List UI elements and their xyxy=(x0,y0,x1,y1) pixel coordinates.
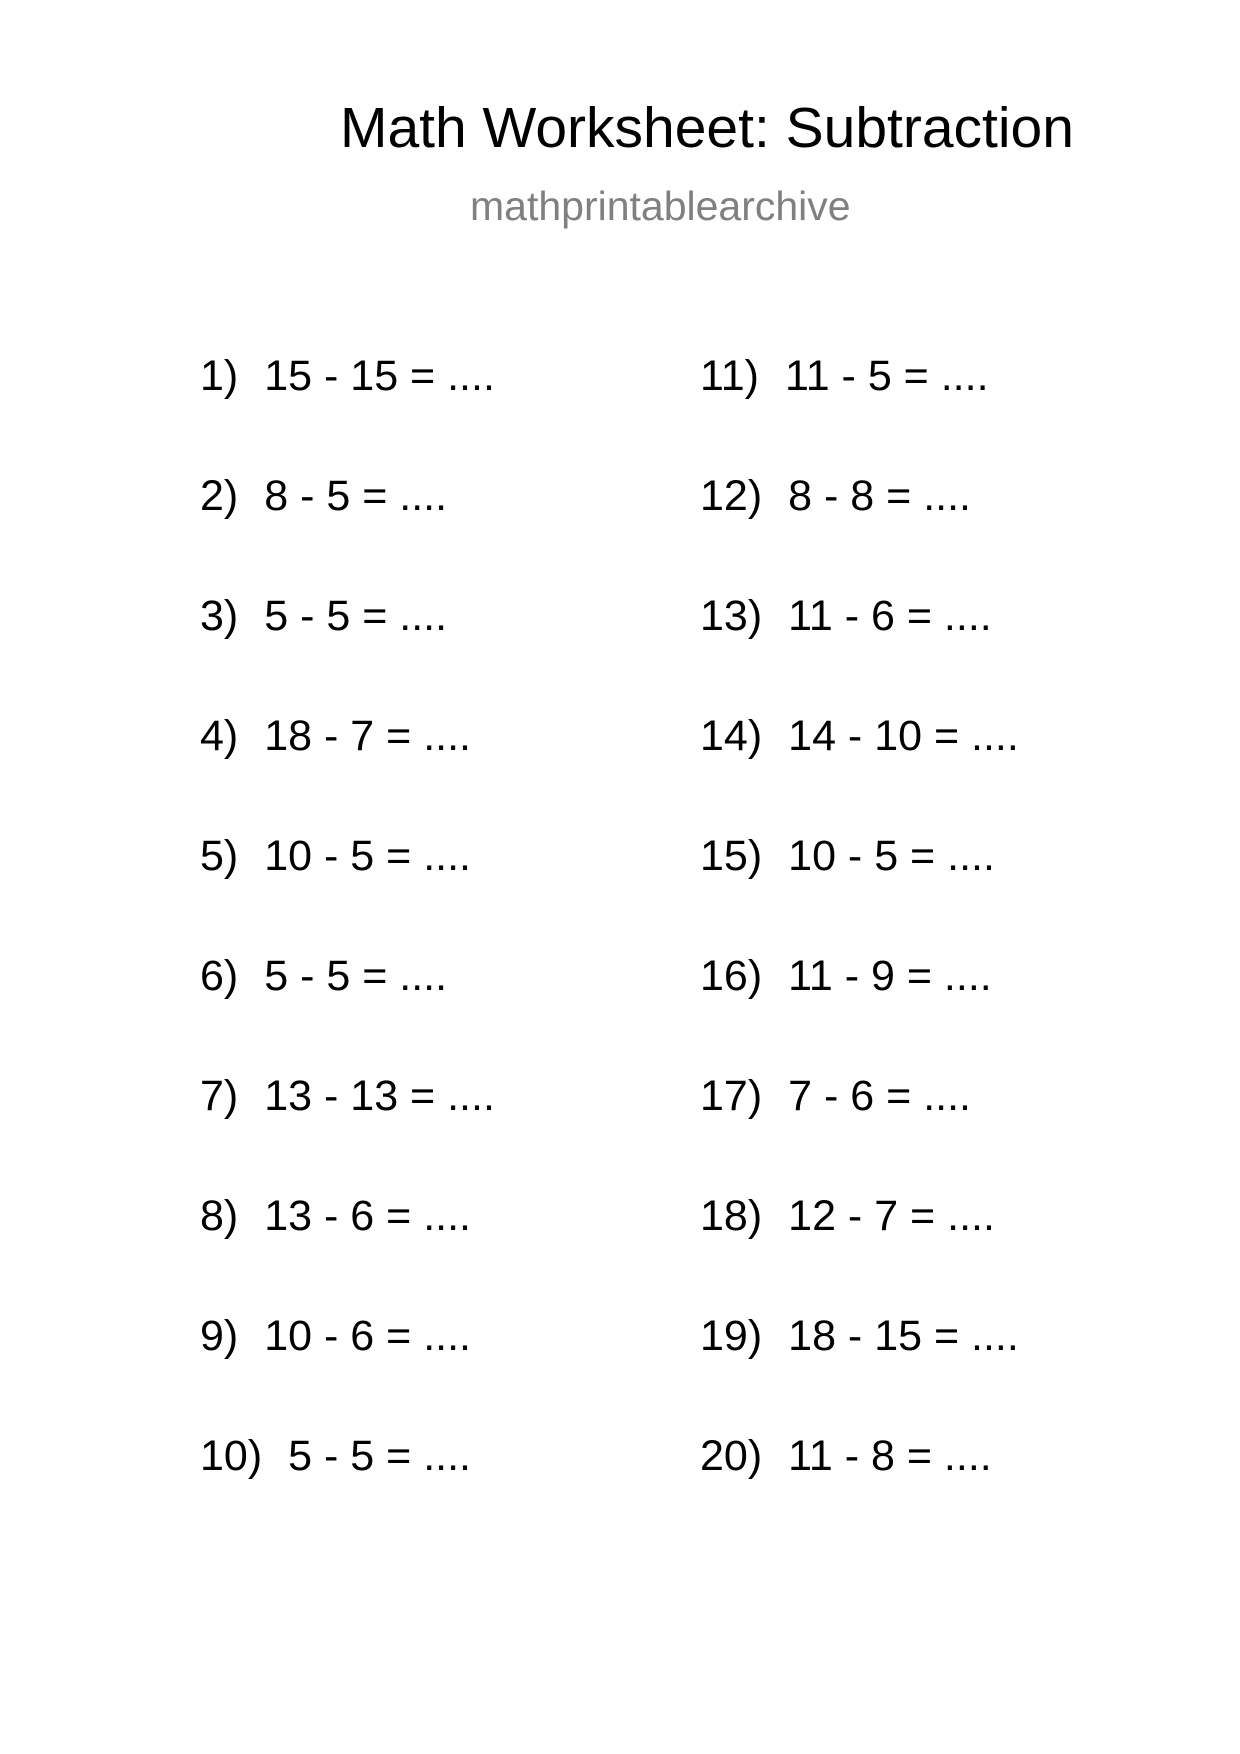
problem-expression: 8 - 5 = .... xyxy=(264,472,448,520)
problem-expression: 15 - 15 = .... xyxy=(264,352,495,400)
problem-item xyxy=(700,1192,1019,1315)
problem-number: 15) xyxy=(700,832,763,880)
problem-column-right xyxy=(700,352,1019,1555)
problem-number: 11) xyxy=(700,352,759,400)
problem-number: 20) xyxy=(700,1432,763,1480)
problem-number: 1) xyxy=(200,352,239,400)
problem-number: 14) xyxy=(700,712,763,760)
problem-item xyxy=(700,832,1019,955)
problem-number: 9) xyxy=(200,1312,239,1360)
problem-expression: 11 - 9 = .... xyxy=(788,952,992,1000)
problem-number: 19) xyxy=(700,1312,763,1360)
problem-item xyxy=(700,952,1019,1075)
problem-number: 16) xyxy=(700,952,763,1000)
problem-item xyxy=(700,712,1019,835)
problem-expression: 10 - 5 = .... xyxy=(788,832,995,880)
problem-item xyxy=(700,472,1019,595)
problem-expression: 5 - 5 = .... xyxy=(264,952,448,1000)
problem-expression: 10 - 6 = .... xyxy=(264,1312,471,1360)
problem-item xyxy=(700,352,1019,475)
problem-expression: 5 - 5 = .... xyxy=(288,1432,471,1480)
problem-item xyxy=(200,832,495,955)
problem-expression: 5 - 5 = .... xyxy=(264,592,448,640)
problem-expression: 8 - 8 = .... xyxy=(788,472,971,520)
problem-item xyxy=(700,592,1019,715)
problem-item xyxy=(200,1072,495,1195)
problem-number: 17) xyxy=(700,1072,763,1120)
problem-expression: 11 - 5 = .... xyxy=(784,352,989,400)
problem-expression: 11 - 6 = .... xyxy=(788,592,992,640)
problem-item xyxy=(700,1312,1019,1435)
problem-number: 5) xyxy=(200,832,239,880)
problem-expression: 18 - 15 = .... xyxy=(788,1312,1019,1360)
problem-expression: 13 - 13 = .... xyxy=(264,1072,495,1120)
problem-column-left xyxy=(200,352,495,1555)
problem-number: 7) xyxy=(200,1072,239,1120)
problem-item xyxy=(700,1072,1019,1195)
problem-item xyxy=(200,472,495,595)
problem-expression: 14 - 10 = .... xyxy=(788,712,1019,760)
problem-expression: 18 - 7 = .... xyxy=(264,712,471,760)
problem-number: 8) xyxy=(200,1192,239,1240)
problem-item xyxy=(200,1192,495,1315)
problem-number: 13) xyxy=(700,592,763,640)
problem-item xyxy=(200,1432,495,1555)
problem-number: 18) xyxy=(700,1192,763,1240)
problem-number: 3) xyxy=(200,592,239,640)
page-subtitle: mathprintablearchive xyxy=(470,183,851,229)
problem-expression: 10 - 5 = .... xyxy=(264,832,471,880)
page-title: Math Worksheet: Subtraction xyxy=(340,96,1074,160)
problem-expression: 13 - 6 = .... xyxy=(264,1192,471,1240)
problem-item xyxy=(200,952,495,1075)
problem-item xyxy=(200,1312,495,1435)
problem-number: 6) xyxy=(200,952,239,1000)
problem-number: 10) xyxy=(200,1432,263,1480)
problem-item xyxy=(200,712,495,835)
problem-item xyxy=(200,592,495,715)
problem-expression: 7 - 6 = .... xyxy=(788,1072,971,1120)
problem-item xyxy=(700,1432,1019,1555)
problem-expression: 11 - 8 = .... xyxy=(788,1432,992,1480)
problem-expression: 12 - 7 = .... xyxy=(788,1192,995,1240)
problem-number: 12) xyxy=(700,472,763,520)
problem-item xyxy=(200,352,495,475)
problem-number: 4) xyxy=(200,712,239,760)
problem-number: 2) xyxy=(200,472,239,520)
